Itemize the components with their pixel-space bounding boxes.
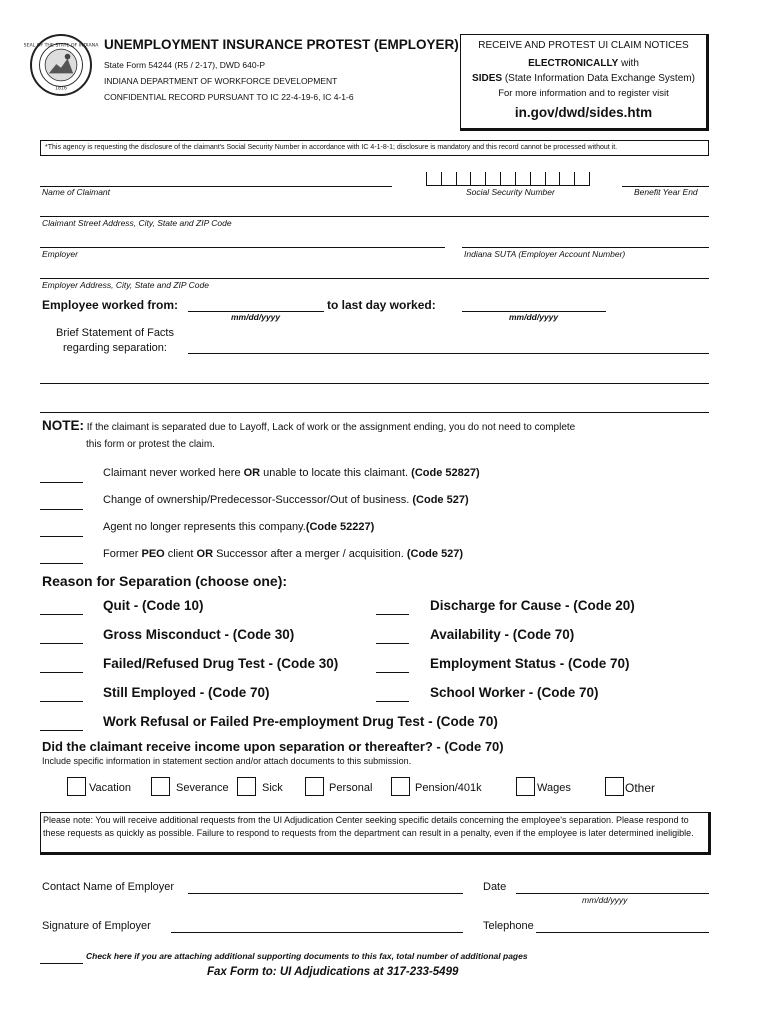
ssn-label: Social Security Number <box>466 187 555 197</box>
date-format: mm/dd/yyyy <box>582 895 628 905</box>
reason-blank-quit[interactable] <box>40 614 83 615</box>
sides-url-link[interactable]: in.gov/dwd/sides.htm <box>514 105 653 120</box>
svg-text:SEAL OF THE STATE OF INDIANA: SEAL OF THE STATE OF INDIANA <box>23 43 99 49</box>
reason-blank-school-worker[interactable] <box>376 701 409 702</box>
worked-from-format: mm/dd/yyyy <box>231 312 281 322</box>
date-field[interactable] <box>516 893 709 894</box>
severance-label: Severance <box>176 782 229 794</box>
employer-field[interactable] <box>40 247 445 248</box>
wages-label: Wages <box>537 782 571 794</box>
last-day-label: to last day worked: <box>327 298 436 312</box>
employer-address-label: Employer Address, City, State and ZIP Code <box>42 280 209 290</box>
fax-instruction: Fax Form to: UI Adjudications at 317-233-5499 <box>207 966 459 978</box>
sides-line-3: SIDES (State Information Data Exchange System) <box>472 73 695 84</box>
signature-field[interactable] <box>171 932 463 933</box>
pension-checkbox[interactable] <box>391 777 410 796</box>
option-agent-no-longer: Agent no longer represents this company.(Code 52227) <box>103 521 375 533</box>
telephone-field[interactable] <box>536 932 709 933</box>
option-blank-52827[interactable] <box>40 482 83 483</box>
reason-work-refusal: Work Refusal or Failed Pre-employment Drug Test - (Code 70) <box>103 714 498 729</box>
sides-line-4: For more information and to register visit <box>498 88 669 99</box>
contact-name-field[interactable] <box>188 893 463 894</box>
option-former-peo: Former PEO client OR Successor after a merger / acquisition. (Code 527) <box>103 548 464 560</box>
worked-from-label: Employee worked from: <box>42 298 179 312</box>
reason-still-employed: Still Employed - (Code 70) <box>103 685 270 700</box>
ssn-disclosure: *This agency is requesting the disclosure of the claimant's Social Security Number in accordance with IC 4-1-8-1; disclosure is mandatory and this record cannot be processed without it. <box>40 140 709 156</box>
option-blank-527-ownership[interactable] <box>40 509 83 510</box>
suta-label: Indiana SUTA (Employer Account Number) <box>464 249 626 259</box>
brief-statement-label-1: Brief Statement of Facts <box>56 327 174 339</box>
statement-line-2[interactable] <box>40 383 709 384</box>
reason-blank-drug-test[interactable] <box>40 672 83 673</box>
reason-gross-misconduct: Gross Misconduct - (Code 30) <box>103 627 295 642</box>
personal-checkbox[interactable] <box>305 777 324 796</box>
reason-blank-availability[interactable] <box>376 643 409 644</box>
signature-label: Signature of Employer <box>42 920 151 932</box>
employer-label: Employer <box>42 249 78 259</box>
option-change-ownership: Change of ownership/Predecessor-Successor/Out of business. (Code 527) <box>103 494 469 506</box>
personal-label: Personal <box>329 782 373 794</box>
sides-line-2: ELECTRONICALLY with <box>528 58 639 69</box>
statement-line-1[interactable] <box>188 353 709 354</box>
wages-checkbox[interactable] <box>516 777 535 796</box>
severance-checkbox[interactable] <box>151 777 170 796</box>
pension-label: Pension/401k <box>415 782 482 794</box>
vacation-checkbox[interactable] <box>67 777 86 796</box>
state-seal-logo <box>23 34 99 96</box>
reason-blank-employment-status[interactable] <box>376 672 409 673</box>
benefit-year-end-label: Benefit Year End <box>634 187 698 197</box>
claimant-name-label: Name of Claimant <box>42 187 111 197</box>
suta-field[interactable] <box>462 247 709 248</box>
reason-heading: Reason for Separation (choose one): <box>42 573 288 589</box>
note-line-1: NOTE: If the claimant is separated due to Layoff, Lack of work or the assignment ending, you do not need to complete <box>42 418 576 433</box>
option-never-worked: Claimant never worked here OR unable to locate this claimant. (Code 52827) <box>103 467 480 479</box>
option-blank-527-peo[interactable] <box>40 563 83 564</box>
note-line-2: this form or protest the claim. <box>86 439 215 450</box>
sides-line-1: RECEIVE AND PROTEST UI CLAIM NOTICES <box>478 40 689 51</box>
sick-label: Sick <box>262 782 283 794</box>
svg-text:1816: 1816 <box>55 86 67 92</box>
reason-availability: Availability - (Code 70) <box>430 627 575 642</box>
other-label: Other <box>625 781 656 795</box>
income-subtext: Include specific information in statement section and/or attach documents to this submission. <box>42 756 412 766</box>
sides-info-box <box>460 34 709 131</box>
option-blank-52227[interactable] <box>40 536 83 537</box>
reason-school-worker: School Worker - (Code 70) <box>430 685 599 700</box>
check-here-note: Check here if you are attaching additional supporting documents to this fax, total number of additional pages <box>86 951 528 961</box>
reason-blank-work-refusal[interactable] <box>40 730 83 731</box>
ssn-field[interactable] <box>426 172 590 186</box>
additional-pages-field[interactable] <box>40 963 83 964</box>
last-day-format: mm/dd/yyyy <box>509 312 559 322</box>
telephone-label: Telephone <box>483 920 534 932</box>
claimant-address-label: Claimant Street Address, City, State and ZIP Code <box>42 218 232 228</box>
please-note-box: Please note: You will receive additional requests from the UI Adjudication Center seeking specific details concerning the employee's separation. Please respond to these requests as quickly as possible. Failure to respond to requests from the department can result in a penalty, even if the employee is later determined ineligible. <box>40 812 711 855</box>
reason-drug-test: Failed/Refused Drug Test - (Code 30) <box>103 656 339 671</box>
reason-employment-status: Employment Status - (Code 70) <box>430 656 630 671</box>
income-heading: Did the claimant receive income upon separation or thereafter? - (Code 70) <box>42 739 504 754</box>
sick-checkbox[interactable] <box>237 777 256 796</box>
date-label: Date <box>483 881 507 893</box>
agency-name: INDIANA DEPARTMENT OF WORKFORCE DEVELOPMENT <box>104 76 338 86</box>
other-checkbox[interactable] <box>605 777 624 796</box>
confidential-notice: CONFIDENTIAL RECORD PURSUANT TO IC 22-4-19-6, IC 4-1-6 <box>104 92 354 102</box>
reason-blank-gross-misconduct[interactable] <box>40 643 83 644</box>
form-number: State Form 54244 (R5 / 2-17), DWD 640-P <box>104 60 266 70</box>
reason-blank-discharge[interactable] <box>376 614 409 615</box>
form-title: UNEMPLOYMENT INSURANCE PROTEST (EMPLOYER) <box>104 37 459 52</box>
reason-discharge: Discharge for Cause - (Code 20) <box>430 598 635 613</box>
brief-statement-label-2: regarding separation: <box>63 342 167 354</box>
contact-name-label: Contact Name of Employer <box>42 881 175 893</box>
statement-line-3[interactable] <box>40 412 709 413</box>
vacation-label: Vacation <box>89 782 131 794</box>
claimant-address-field[interactable] <box>40 216 709 217</box>
reason-blank-still-employed[interactable] <box>40 701 83 702</box>
reason-quit: Quit - (Code 10) <box>103 598 204 613</box>
employer-address-field[interactable] <box>40 278 709 279</box>
